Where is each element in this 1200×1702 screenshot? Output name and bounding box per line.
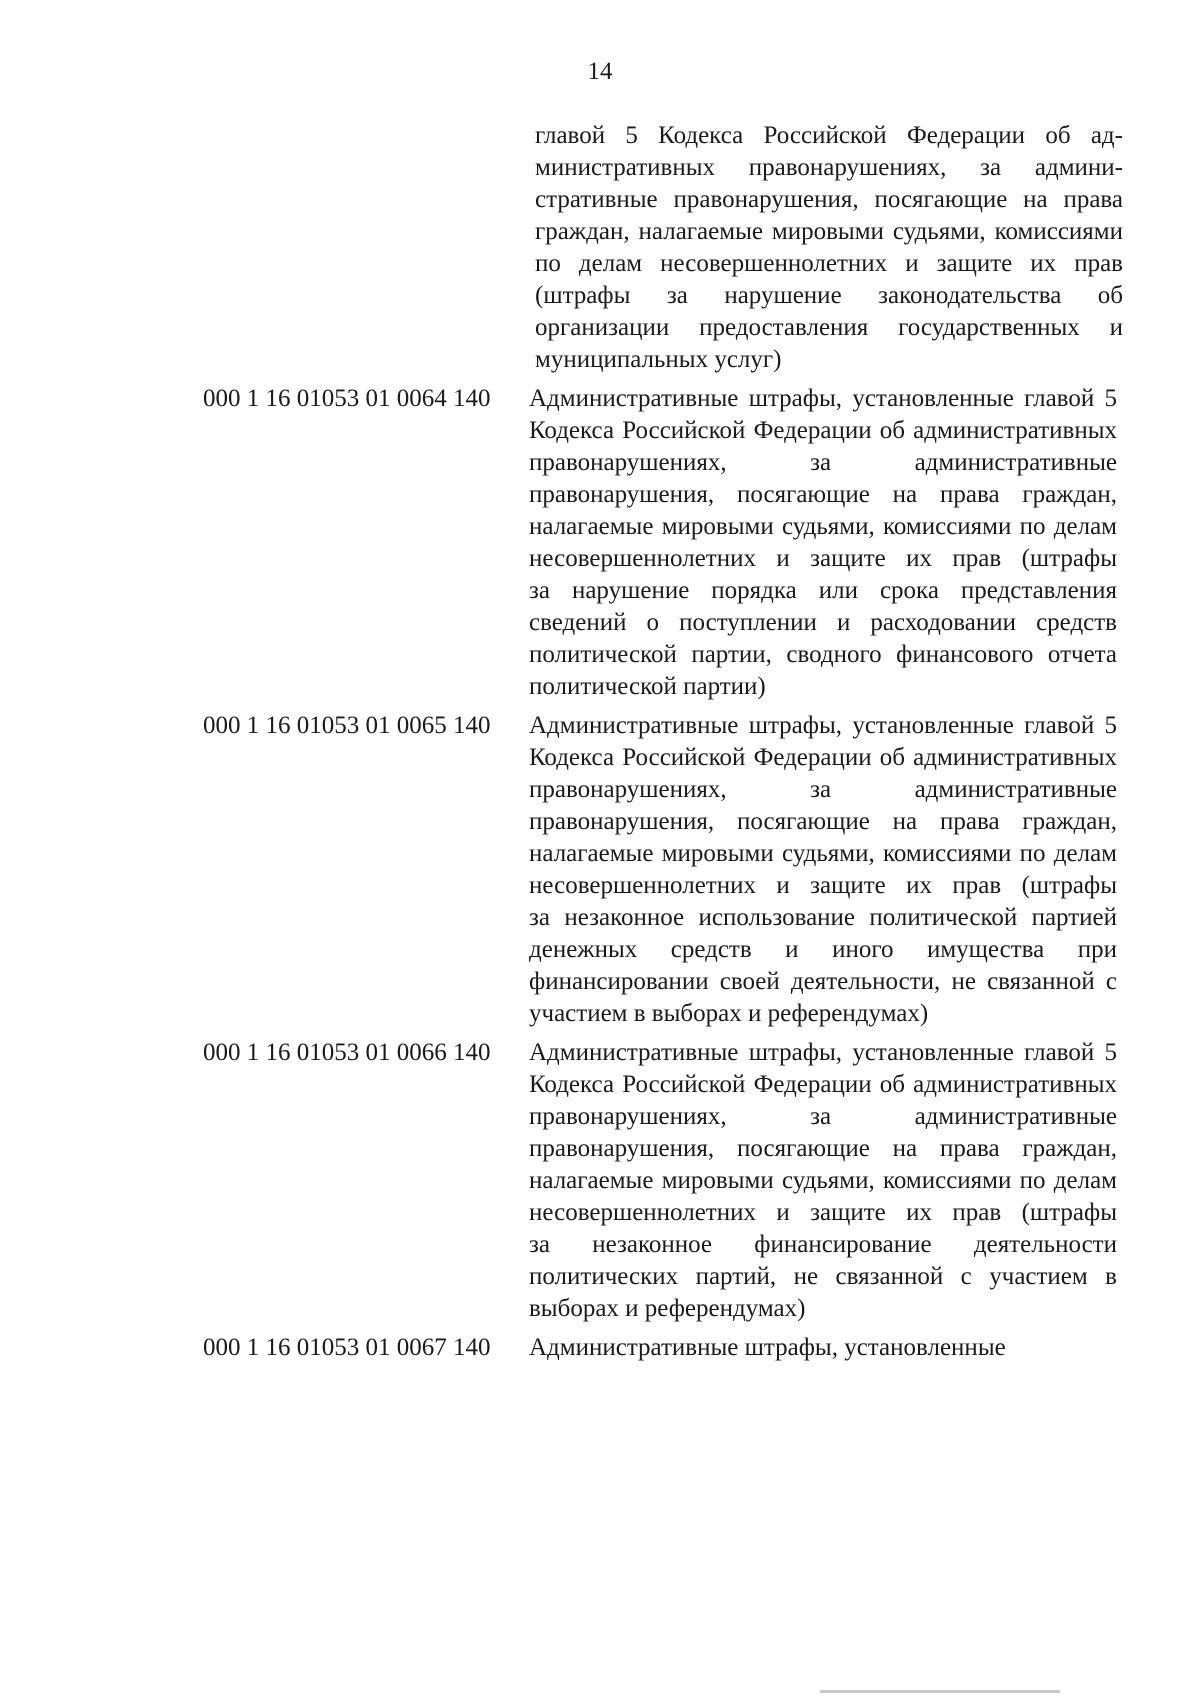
table-row <box>203 710 1143 1030</box>
scan-artifact-line <box>820 1690 1060 1693</box>
budget-code: 000 1 16 01053 01 0067 140 <box>203 1334 491 1361</box>
table-row <box>203 120 1143 376</box>
page-number: 14 <box>587 58 613 85</box>
row-description: Административные штрафы, установленные <box>529 1334 1006 1361</box>
table-row <box>203 383 1143 703</box>
row-description: Административные штрафы, установленные главой 5 Кодекса Российской Федерации об административных правонарушениях, за административные правонарушения, посягающие на права граждан, налагаемые мировыми судьями, комиссиями по делам несовершеннолетних и защите их прав (штрафы за нарушение порядка или срока представления сведений о поступлении и расходовании средств политической партии, сводного финансового отчета политической партии) <box>529 385 1117 700</box>
row-description: главой 5 Кодекса Российской Федерации об административных правонарушениях, за административные правонарушения, посягающие на права граждан, налагаемые мировыми судьями, комиссиями по делам несовершеннолетних и защите их прав (штрафы за нарушение законодательства об организации предоставления государственных и муниципальных услуг) <box>535 122 1123 373</box>
budget-codes-table <box>203 120 1143 1364</box>
budget-code: 000 1 16 01053 01 0066 140 <box>203 1039 491 1066</box>
table-row <box>203 1037 1143 1325</box>
budget-code: 000 1 16 01053 01 0064 140 <box>203 385 491 412</box>
row-description: Административные штрафы, установленные главой 5 Кодекса Российской Федерации об административных правонарушениях, за административные правонарушения, посягающие на права граждан, налагаемые мировыми судьями, комиссиями по делам несовершеннолетних и защите их прав (штрафы за незаконное финансирование деятельности политических партий, не связанной с участием в выборах и референдумах) <box>529 1039 1117 1322</box>
table-row <box>203 1332 1143 1364</box>
row-description: Административные штрафы, установленные главой 5 Кодекса Российской Федерации об административных правонарушениях, за административные правонарушения, посягающие на права граждан, налагаемые мировыми судьями, комиссиями по делам несовершеннолетних и защите их прав (штрафы за незаконное использование политической партией денежных средств и иного имущества при финансировании своей деятельности, не связанной с участием в выборах и референдумах) <box>529 712 1117 1027</box>
budget-code: 000 1 16 01053 01 0065 140 <box>203 712 491 739</box>
